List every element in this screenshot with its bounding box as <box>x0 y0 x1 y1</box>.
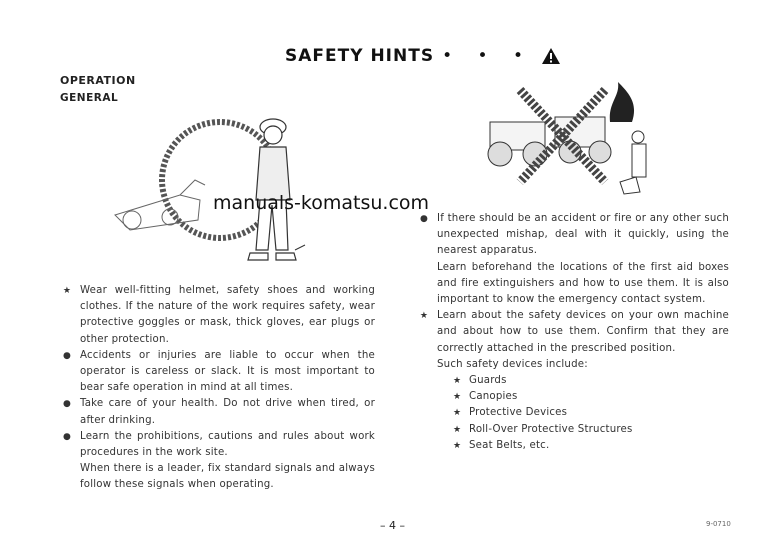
section-heading: OPERATION <box>60 74 136 87</box>
paragraph: When there is a leader, fix standard signals and always follow these signals when operating. <box>80 463 375 491</box>
paragraph: Learn the prohibitions, cautions and rules about work procedures in the work site. <box>80 430 375 459</box>
right-column <box>419 211 729 454</box>
list-item <box>62 396 375 428</box>
star-icon: ★ <box>453 376 462 387</box>
list-item: ★ Roll-Over Protective Structures <box>469 422 729 438</box>
bullet-star-icon: ★ <box>419 311 429 322</box>
list-item <box>419 211 729 308</box>
list-item <box>62 429 375 494</box>
paragraph: Learn about the safety devices on your own machine and about how to use them. Confirm that they are correctly attached in the prescribed position. <box>437 310 729 354</box>
page-number: – 4 – <box>380 519 405 532</box>
page-title <box>285 46 561 66</box>
list-item: ★ Canopies <box>469 389 729 405</box>
accident-illustration <box>460 82 660 202</box>
list-item <box>62 348 375 397</box>
list-item: ★ Protective Devices <box>469 405 729 421</box>
list-item: ★ Seat Belts, etc. <box>469 438 729 454</box>
document-code: 9-0710 <box>706 520 731 528</box>
title-dots: • • • <box>442 46 533 66</box>
subsection-heading: GENERAL <box>60 92 119 104</box>
safety-devices-list <box>437 373 729 454</box>
list-item <box>419 308 729 373</box>
star-icon: ★ <box>453 392 462 403</box>
star-icon: ★ <box>453 440 462 451</box>
worker-illustration <box>110 105 310 275</box>
bullet-dot-icon: ● <box>62 350 72 361</box>
paragraph: Learn beforehand the locations of the first aid boxes and fire extinguishers and how to use them. It is also important to know the emergency contact system. <box>437 261 729 306</box>
title-text: SAFETY HINTS <box>285 46 435 66</box>
warning-triangle-icon <box>541 47 561 65</box>
bullet-dot-icon: ● <box>419 214 429 224</box>
star-icon: ★ <box>453 408 462 419</box>
paragraph: Wear well-fitting helmet, safety shoes and working clothes. If the nature of the work requires safety, wear protective goggles or mask, thick gloves, ear plugs or other protection. <box>80 285 375 345</box>
bullet-dot-icon: ● <box>62 431 72 442</box>
bullet-star-icon: ★ <box>62 286 72 296</box>
paragraph: Take care of your health. Do not drive when tired, or after drinking. <box>80 398 375 426</box>
list-item <box>62 283 375 348</box>
paragraph: Such safety devices include: <box>437 358 588 370</box>
paragraph: Accidents or injuries are liable to occur when the operator is careless or slack. It is most important to bear safe operation in mind at all times. <box>80 349 375 394</box>
watermark-text: manuals-komatsu.com <box>213 192 430 214</box>
paragraph: If there should be an accident or fire or any other such unexpected mishap, deal with it quickly, using the nearest apparatus. <box>437 213 729 257</box>
star-icon: ★ <box>453 424 462 435</box>
list-item: ★ Guards <box>469 373 729 389</box>
left-column <box>62 283 375 494</box>
bullet-dot-icon: ● <box>62 399 72 410</box>
